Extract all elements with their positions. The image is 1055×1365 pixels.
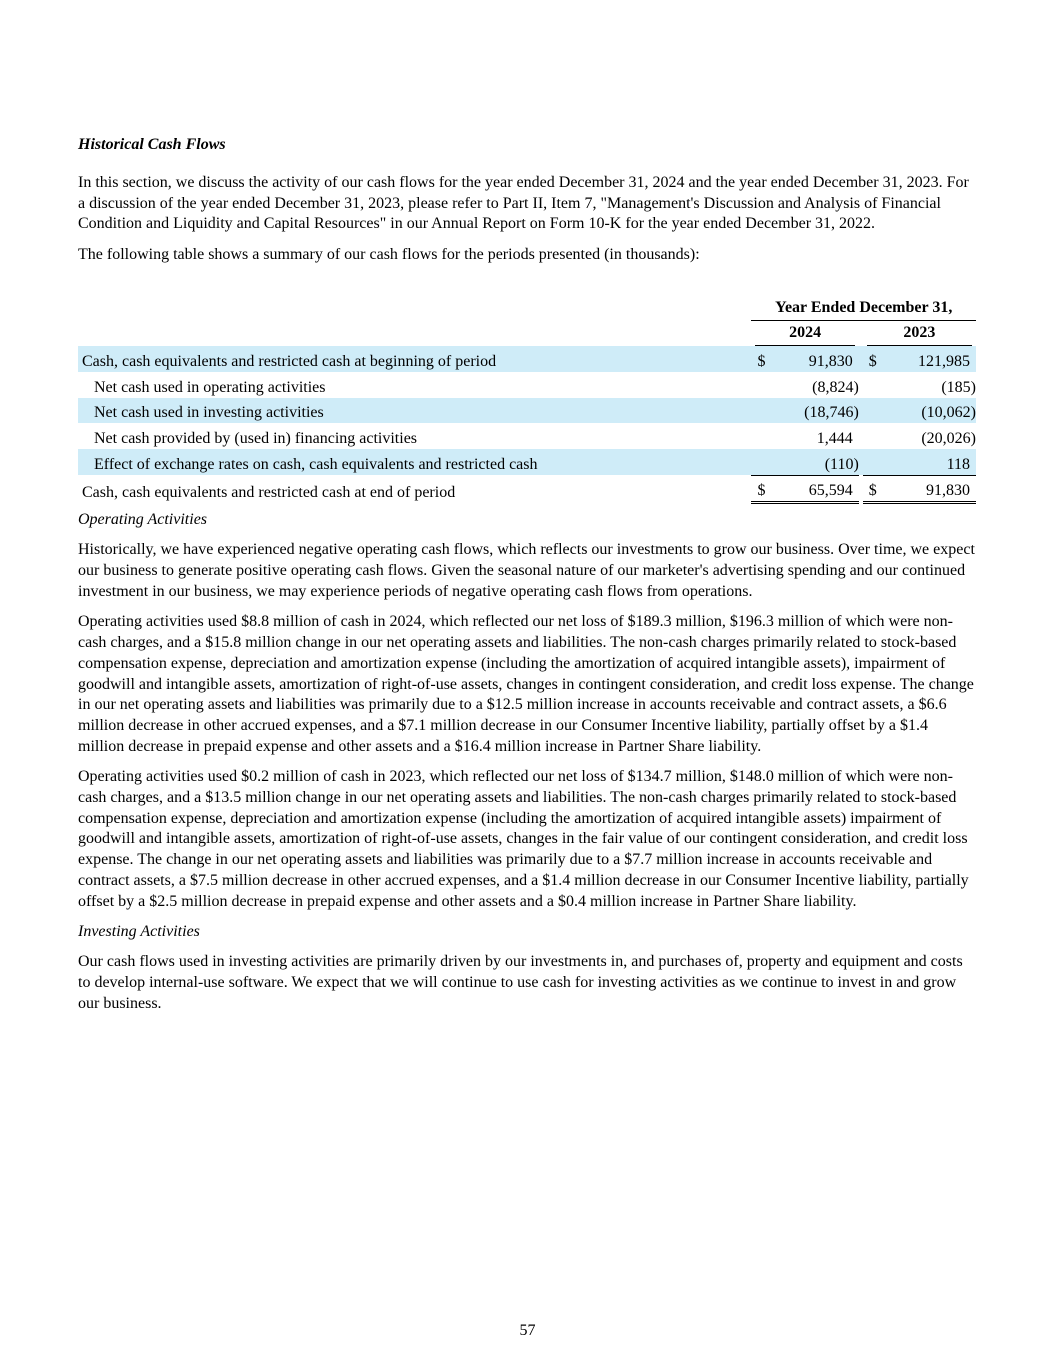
- table-row: [78, 372, 976, 398]
- currency-symbol: [863, 372, 887, 398]
- value-2023: (10,062): [887, 398, 977, 424]
- currency-symbol: [863, 398, 887, 424]
- value-2024: 91,830: [775, 346, 858, 372]
- page-number: 57: [519, 1322, 536, 1339]
- currency-symbol: $: [751, 475, 775, 503]
- value-2023: (185): [941, 378, 976, 396]
- currency-symbol: [863, 423, 887, 449]
- row-label: Net cash provided by (used in) financing activities: [94, 429, 418, 447]
- year-2023-header: 2023: [867, 323, 972, 346]
- value-2024: 65,594: [775, 475, 858, 503]
- table-row: [78, 423, 976, 449]
- operating-paragraph: Operating activities used $8.8 million of cash in 2024, which reflected our net loss of $189.3 million, $196.3 million of which were non-cash charges, and a $15.8 million change in our net operating assets and liabilities. The non-cash charges primarily related to stock-based compensation expense, depreciation and amortization expense (including the amortization of acquired intangible assets), impairment of goodwill and intangible assets, amortization of right-of-use assets, changes in contingent consideration, and credit loss expense. The change in our net operating assets and liabilities was primarily due to a $12.5 million increase in accounts receivable and contract assets, a $6.6 million decrease in other accrued expenses, and a $7.1 million decrease in our Consumer Incentive liability, partially offset by a $1.4 million decrease in prepaid expense and other assets and a $16.4 million increase in Partner Share liability.: [78, 613, 974, 755]
- table-row: [78, 449, 976, 475]
- operating-paragraph: Operating activities used $0.2 million of cash in 2023, which reflected our net loss of $134.7 million, $148.0 million of which were non-cash charges, and a $13.5 million change in our net operating assets and liabilities. The non-cash charges primarily related to stock-based compensation expense, depreciation and amortization expense (including the amortization of acquired intangible assets) impairment of goodwill and intangible assets, amortization of right-of-use assets, changes in the fair value of our contingent consideration, and credit loss expense. The change in our net operating assets and liabilities was primarily due to a $7.7 million increase in accounts receivable and contract assets, a $7.5 million decrease in other accrued expenses, and a $1.4 million decrease in our Consumer Incentive liability, partially offset by a $2.5 million decrease in prepaid expense and other assets and a $0.4 million increase in Partner Share liability.: [78, 768, 969, 910]
- currency-symbol: [751, 423, 775, 449]
- value-2024: (110): [775, 449, 858, 475]
- table-row: [78, 346, 976, 372]
- currency-symbol: $: [863, 346, 887, 372]
- row-label: Net cash used in operating activities: [94, 378, 326, 396]
- row-label: Cash, cash equivalents and restricted cash at beginning of period: [78, 346, 748, 372]
- intro-paragraph: In this section, we discuss the activity of our cash flows for the year ended December 31, 2024 and the year ended December 31, 2023. For a discussion of the year ended December 31, 2023, please refer to Part II, Item 7, "Management's Discussion and Analysis of Financial Condition and Liquidity and Capital Resources" in our Annual Report on Form 10-K for the year ended December 31, 2022.: [78, 174, 969, 233]
- value-2024: (8,824): [812, 378, 859, 396]
- value-2023: 121,985: [887, 346, 977, 372]
- row-label: Net cash used in investing activities: [78, 398, 748, 424]
- year-2024-header: 2024: [755, 323, 854, 346]
- investing-paragraph: Our cash flows used in investing activities are primarily driven by our investments in, and purchases of, property and equipment and costs to develop internal-use software. We expect that we will continue to use cash for investing activities as we continue to invest in and grow our business.: [78, 953, 963, 1012]
- investing-activities-title: Investing Activities: [78, 923, 200, 941]
- table-row: [78, 475, 976, 503]
- value-2023: 118: [887, 449, 977, 475]
- table-row: [78, 398, 976, 424]
- year-ended-header: Year Ended December 31,: [751, 292, 976, 320]
- value-2023: 91,830: [887, 475, 977, 503]
- currency-symbol: [751, 398, 775, 424]
- currency-symbol: [863, 449, 887, 475]
- section-title: Historical Cash Flows: [78, 136, 226, 153]
- currency-symbol: $: [863, 475, 887, 503]
- row-label: Effect of exchange rates on cash, cash equivalents and restricted cash: [78, 449, 748, 475]
- operating-paragraph: Historically, we have experienced negative operating cash flows, which reflects our investments to grow our business. Over time, we expect our business to generate positive operating cash flows. Given the seasonal nature of our marketer's advertising spending and our continued investment in our business, we may experience periods of negative operating cash flows from operations.: [78, 541, 975, 600]
- currency-symbol: [751, 372, 775, 398]
- table-intro-paragraph: The following table shows a summary of our cash flows for the periods presented (in thousands):: [78, 246, 700, 264]
- currency-symbol: [751, 449, 775, 475]
- currency-symbol: $: [751, 346, 775, 372]
- value-2024: (18,746): [775, 398, 858, 424]
- row-label: Cash, cash equivalents and restricted cash at end of period: [82, 483, 456, 501]
- table-year-header-row: [78, 320, 976, 346]
- value-2023: (20,026): [921, 429, 976, 447]
- value-2024: 1,444: [816, 429, 853, 447]
- table-group-header-row: [78, 292, 976, 320]
- operating-activities-title: Operating Activities: [78, 511, 208, 529]
- cash-flow-table: [78, 292, 976, 505]
- document-body: [78, 135, 976, 1024]
